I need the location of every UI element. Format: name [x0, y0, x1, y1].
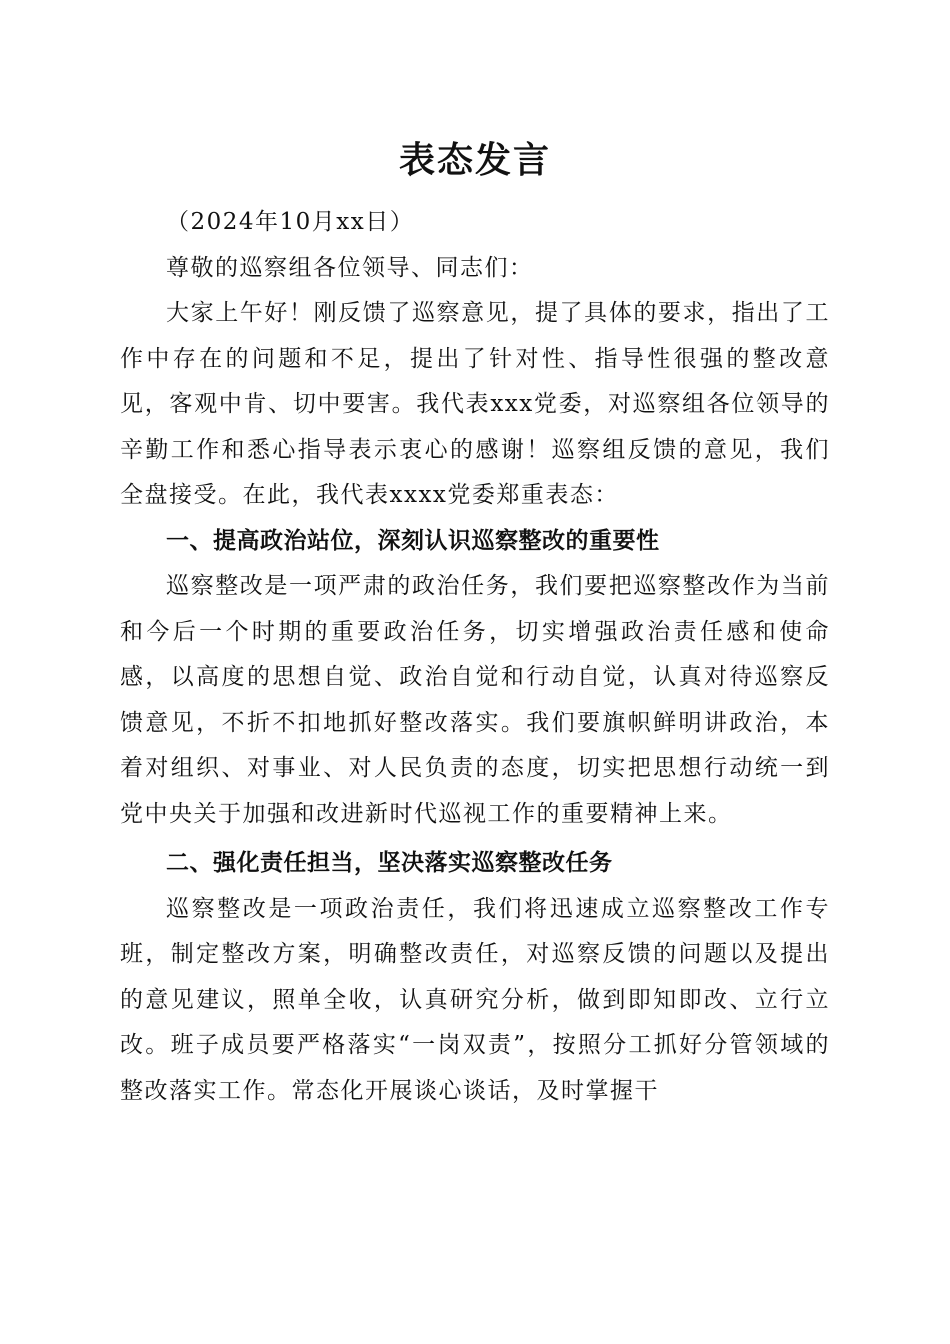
salutation: 尊敬的巡察组各位领导、同志们：: [166, 254, 534, 281]
section-text-2: 巡察整改是一项政治责任，我们将迅速成立巡察整改工作专班，制定整改方案，明确整改责任，对巡察反馈的问题以及提出的意见建议，照单全收，认真研究分析，做到即知即改、立行立改。班子成员要严格落实“一岗双责”，按照分工抓好分管领域的整改落实工作。常态化开展谈心谈话，及时掌握干: [120, 895, 830, 1104]
section-text-1: 巡察整改是一项严肃的政治任务，我们要把巡察整改作为当前和今后一个时期的重要政治任务，切实增强政治责任感和使命感，以高度的思想自觉、政治自觉和行动自觉，认真对待巡察反馈意见，不折不扣地抓好整改落实。我们要旗帜鲜明讲政治，本着对组织、对事业、对人民负责的态度，切实把思想行动统一到党中央关于加强和改进新时代巡视工作的重要精神上来。: [120, 573, 830, 827]
document-title: 表态发言: [398, 139, 551, 181]
opening-paragraph: 大家上午好！刚反馈了巡察意见，提了具体的要求，指出了工作中存在的问题和不足，提出了针对性、指导性很强的整改意见，客观中肯、切中要害。我代表xxx党委，对巡察组各位领导的辛勤工作和悉心指导表示衷心的感谢！巡察组反馈的意见，我们全盘接受。在此，我代表xxxx党委郑重表态：: [120, 300, 830, 508]
section-heading-2: 二、强化责任担当，坚决落实巡察整改任务: [166, 850, 613, 876]
date-line: （2024年10月xx日）: [166, 209, 415, 235]
document-body: [120, 200, 830, 1114]
section-heading-1: 一、提高政治站位，深刻认识巡察整改的重要性: [166, 527, 660, 554]
